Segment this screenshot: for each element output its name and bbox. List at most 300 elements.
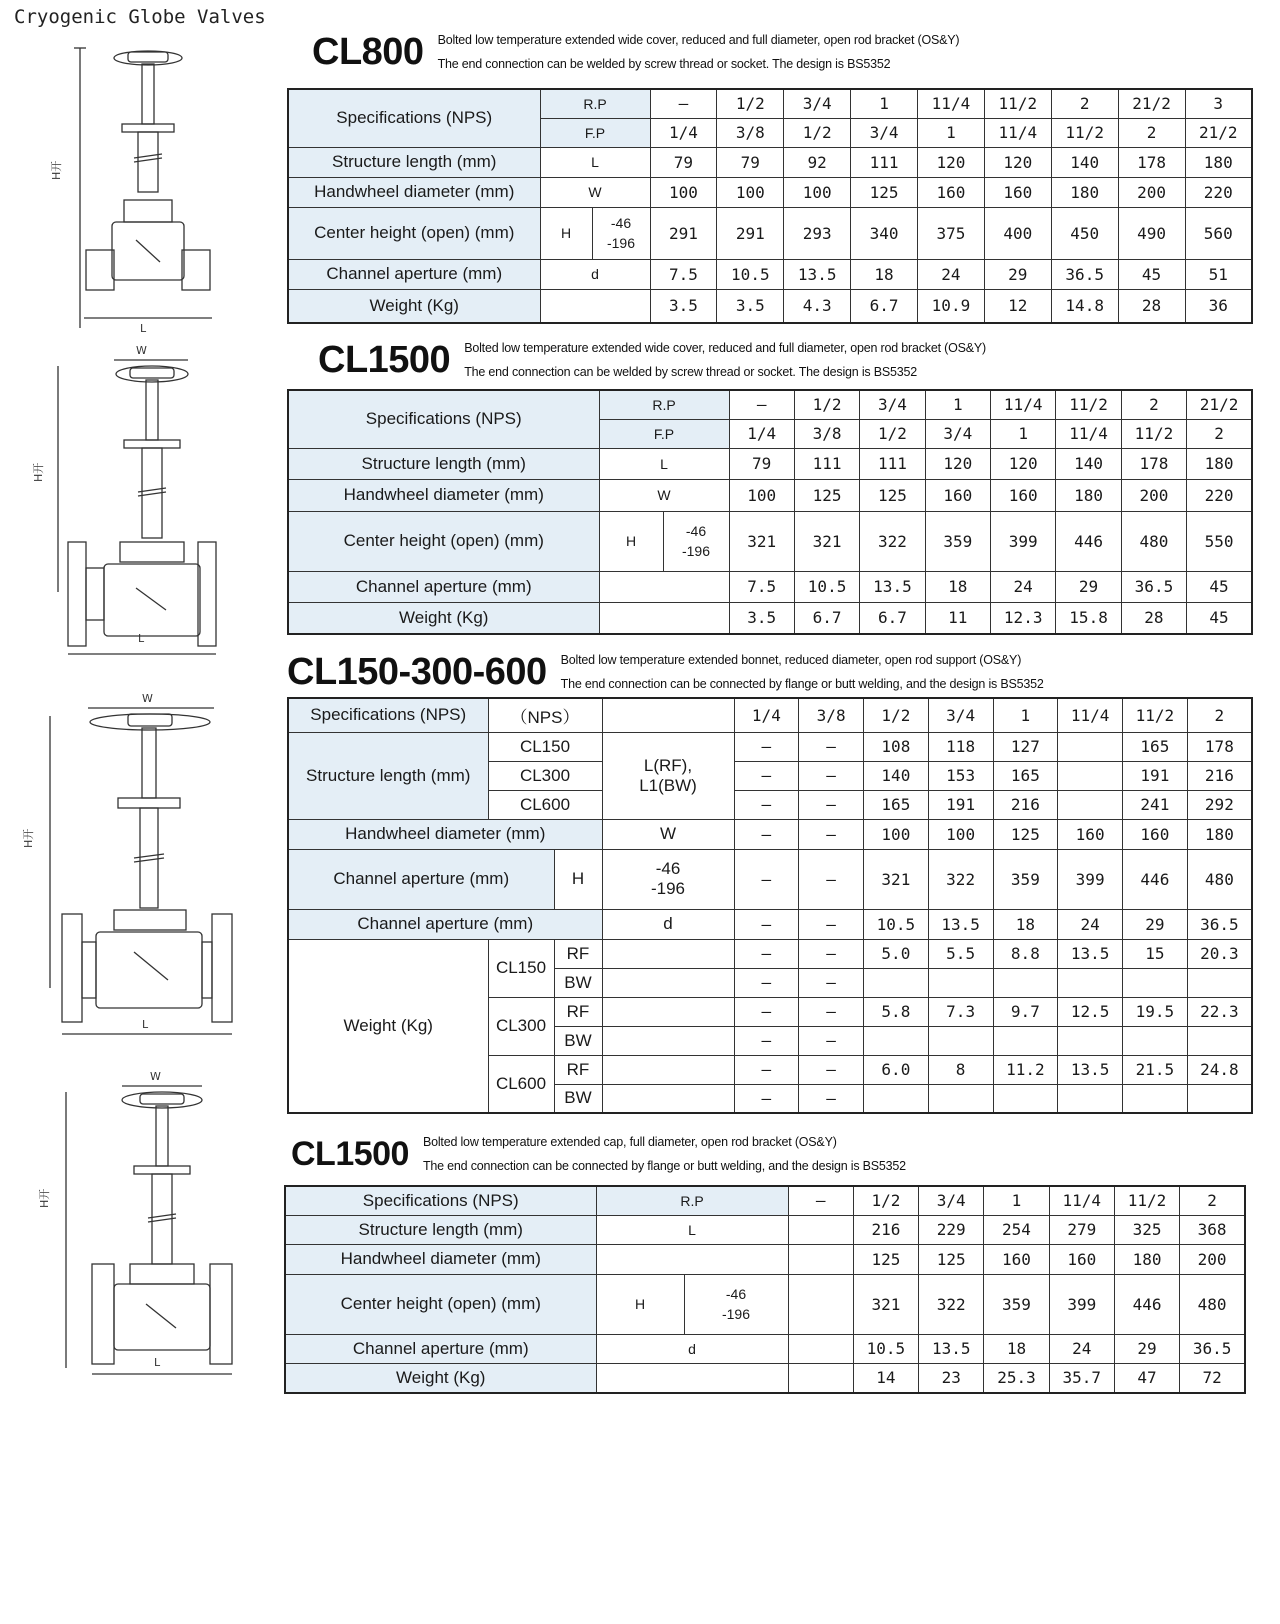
table-cell: 125 — [851, 177, 918, 207]
table-cell: 11/2 — [1121, 419, 1186, 448]
table-cell: 160 — [984, 177, 1051, 207]
table-cell: – — [799, 849, 864, 909]
table-cell — [788, 1274, 853, 1334]
table-cell: 3.5 — [650, 289, 717, 323]
table-cell — [788, 1244, 853, 1274]
temperature-range — [663, 511, 729, 571]
table-cell — [864, 1026, 929, 1055]
table-cell: 36.5 — [1121, 571, 1186, 602]
table-cell: 1/2 — [717, 89, 784, 118]
table-cell: 11/4 — [984, 118, 1051, 147]
table-cell: 9.7 — [993, 997, 1058, 1026]
dim-w-label: W — [136, 344, 147, 357]
table-cell: 165 — [1123, 732, 1188, 761]
table-cell: 2 — [1121, 390, 1186, 419]
table-cell: 200 — [1121, 479, 1186, 511]
description-line: Bolted low temperature extended wide cover, reduced and full diameter, open rod bracket (OS&Y) — [437, 33, 960, 47]
table-cell: 100 — [717, 177, 784, 207]
table-cell: – — [650, 89, 717, 118]
description-line: Bolted low temperature extended wide cover, reduced and full diameter, open rod bracket (OS&Y) — [464, 341, 986, 355]
table-cell: 5.0 — [864, 939, 929, 968]
table-cell: 322 — [928, 849, 993, 909]
dim-l-label-4: L — [154, 1356, 161, 1369]
table-cell: 18 — [993, 909, 1058, 939]
table-cell: – — [799, 761, 864, 790]
table-cell: – — [799, 939, 864, 968]
temp-value: -196 — [606, 235, 636, 251]
table-cell — [1058, 761, 1123, 790]
temperature-range — [684, 1274, 788, 1334]
row-symbol: H — [599, 511, 663, 571]
table-cell: 322 — [860, 511, 925, 571]
table-cell — [993, 1084, 1058, 1113]
table-cell: 1 — [993, 698, 1058, 732]
row-symbol: H — [540, 207, 592, 259]
table-cell: 160 — [918, 177, 985, 207]
table-cell: 11/2 — [1051, 118, 1118, 147]
row-symbol: d — [540, 259, 650, 289]
table-cell — [540, 289, 650, 323]
end-type: BW — [554, 1026, 602, 1055]
description-line: Bolted low temperature extended bonnet, reduced diameter, open rod support (OS&Y) — [560, 653, 1022, 667]
end-type: BW — [554, 968, 602, 997]
table-cell: 15.8 — [1056, 602, 1121, 634]
row-label: Weight (Kg) — [288, 289, 540, 323]
class-label: CL600 — [488, 790, 602, 819]
table-cell: — — [734, 997, 799, 1026]
valve-drawing-flanged-3 — [38, 1068, 252, 1388]
table-cell: 125 — [860, 479, 925, 511]
spec-table-cl1500-flanged — [284, 1185, 1246, 1394]
table-cell: 291 — [650, 207, 717, 259]
dim-w-label-4: W — [150, 1070, 161, 1083]
nps-label: （NPS） — [488, 698, 602, 732]
dim-h-label: H开 — [50, 160, 63, 180]
table-cell — [788, 1215, 853, 1244]
table-cell — [602, 997, 734, 1026]
table-cell: 3/4 — [784, 89, 851, 118]
table-cell: – — [734, 1055, 799, 1084]
table-cell: – — [729, 390, 794, 419]
table-cell: 79 — [729, 448, 794, 479]
table-cell: 92 — [784, 147, 851, 177]
temp-value: -196 — [721, 1306, 751, 1322]
table-cell: 10.5 — [864, 909, 929, 939]
table-cell: 6.7 — [860, 602, 925, 634]
table-cell: 180 — [1185, 147, 1252, 177]
spec-table-cl150-300-600 — [287, 697, 1253, 1114]
table-cell — [1058, 732, 1123, 761]
table-cell — [1187, 1026, 1252, 1055]
row-label: Center height (open) (mm) — [288, 207, 540, 259]
table-cell: 1 — [918, 118, 985, 147]
table-cell: 140 — [1056, 448, 1121, 479]
table-cell: 18 — [851, 259, 918, 289]
table-cell: 2 — [1051, 89, 1118, 118]
table-cell: 1/2 — [860, 419, 925, 448]
spec-table-cl800 — [287, 88, 1253, 324]
end-type: BW — [554, 1084, 602, 1113]
table-cell: 446 — [1123, 849, 1188, 909]
table-cell: 3.5 — [717, 289, 784, 323]
table-cell: 19.5 — [1123, 997, 1188, 1026]
table-cell: 7.3 — [928, 997, 993, 1026]
row-label: Structure length (mm) — [285, 1215, 596, 1244]
table-cell: 15 — [1123, 939, 1188, 968]
table-cell: 10.5 — [794, 571, 859, 602]
table-cell: 480 — [1180, 1274, 1245, 1334]
table-cell: – — [734, 968, 799, 997]
row-label: Weight (Kg) — [285, 1363, 596, 1393]
table-cell: 359 — [984, 1274, 1049, 1334]
table-cell: 191 — [928, 790, 993, 819]
table-cell: 29 — [984, 259, 1051, 289]
spec-label: Specifications (NPS) — [288, 89, 540, 147]
table-cell: 446 — [1114, 1274, 1179, 1334]
table-cell: 1/4 — [729, 419, 794, 448]
dim-l-label-3: L — [142, 1018, 149, 1031]
table-cell: 108 — [864, 732, 929, 761]
table-cell: 293 — [784, 207, 851, 259]
fp-label: F.P — [599, 419, 729, 448]
row-label: Channel aperture (mm) — [288, 259, 540, 289]
dim-w-label-3: W — [142, 692, 153, 705]
spec-label: Specifications (NPS) — [288, 390, 599, 448]
class-label: CL600 — [488, 1055, 554, 1113]
table-cell: 12.5 — [1058, 997, 1123, 1026]
table-cell: 125 — [853, 1244, 918, 1274]
table-cell: 45 — [1187, 571, 1252, 602]
table-cell: 13.5 — [928, 909, 993, 939]
table-cell: – — [799, 968, 864, 997]
table-cell: 321 — [729, 511, 794, 571]
temperature-range — [602, 849, 734, 909]
table-cell: 23 — [919, 1363, 984, 1393]
row-label: Structure length (mm) — [288, 732, 488, 819]
table-cell: 178 — [1121, 448, 1186, 479]
table-cell: 45 — [1118, 259, 1185, 289]
table-cell: 3/4 — [928, 698, 993, 732]
table-cell: 191 — [1123, 761, 1188, 790]
row-label: Channel aperture (mm) — [285, 1334, 596, 1363]
row-label: Structure length (mm) — [288, 147, 540, 177]
table-cell: 375 — [918, 207, 985, 259]
table-cell: 120 — [991, 448, 1056, 479]
table-cell: 28 — [1121, 602, 1186, 634]
row-label: Handwheel diameter (mm) — [285, 1244, 596, 1274]
table-cell: 450 — [1051, 207, 1118, 259]
spec-label: Specifications (NPS) — [288, 698, 488, 732]
table-cell: 216 — [993, 790, 1058, 819]
table-cell: – — [734, 939, 799, 968]
table-cell: 24 — [991, 571, 1056, 602]
table-cell: 1 — [925, 390, 990, 419]
table-cell: 359 — [993, 849, 1058, 909]
table-cell: 14.8 — [1051, 289, 1118, 323]
table-cell: 200 — [1118, 177, 1185, 207]
description-line: The end connection can be welded by screw thread or socket. The design is BS5352 — [437, 57, 891, 71]
table-cell — [1058, 1084, 1123, 1113]
table-cell: 1/2 — [853, 1186, 918, 1215]
table-cell: 480 — [1121, 511, 1186, 571]
table-cell: 111 — [851, 147, 918, 177]
table-cell: 100 — [784, 177, 851, 207]
table-cell: 120 — [925, 448, 990, 479]
table-cell: 291 — [717, 207, 784, 259]
table-cell: 13.5 — [919, 1334, 984, 1363]
dim-h-label-2: H开 — [32, 462, 45, 482]
table-cell: 399 — [1049, 1274, 1114, 1334]
table-cell: 79 — [717, 147, 784, 177]
table-cell: 178 — [1118, 147, 1185, 177]
table-cell: 1 — [984, 1186, 1049, 1215]
table-cell: 4.3 — [784, 289, 851, 323]
table-cell: – — [799, 909, 864, 939]
table-cell: 111 — [794, 448, 859, 479]
table-cell — [1058, 968, 1123, 997]
table-cell — [599, 602, 729, 634]
description-line: The end connection can be welded by screw thread or socket. The design is BS5352 — [464, 365, 918, 379]
table-cell: 10.9 — [918, 289, 985, 323]
model-title: CL800 — [312, 30, 424, 73]
table-cell: 21/2 — [1118, 89, 1185, 118]
table-cell: 160 — [925, 479, 990, 511]
table-cell: 3 — [1185, 89, 1252, 118]
table-cell: 321 — [853, 1274, 918, 1334]
table-cell — [788, 1363, 853, 1393]
table-cell: 12.3 — [991, 602, 1056, 634]
row-symbol: d — [602, 909, 734, 939]
table-cell — [602, 939, 734, 968]
temp-value: -46 — [725, 1286, 747, 1302]
table-cell — [596, 1363, 788, 1393]
table-cell: 11/2 — [1114, 1186, 1179, 1215]
table-cell: 35.7 — [1049, 1363, 1114, 1393]
table-cell: 36.5 — [1187, 909, 1252, 939]
table-cell: 321 — [794, 511, 859, 571]
table-cell: – — [734, 909, 799, 939]
row-label: Center height (open) (mm) — [288, 511, 599, 571]
table-cell — [602, 1055, 734, 1084]
valve-drawing-threaded — [50, 40, 218, 335]
table-cell — [788, 1334, 853, 1363]
row-label: Channel aperture (mm) — [288, 571, 599, 602]
table-cell: – — [734, 1084, 799, 1113]
table-cell: 11/4 — [1049, 1186, 1114, 1215]
table-cell: 111 — [860, 448, 925, 479]
table-cell: 6.7 — [851, 289, 918, 323]
table-cell — [928, 968, 993, 997]
table-cell: 100 — [928, 819, 993, 849]
table-cell: – — [799, 732, 864, 761]
class-label: CL300 — [488, 997, 554, 1055]
table-cell: 6.0 — [864, 1055, 929, 1084]
table-cell: 24.8 — [1187, 1055, 1252, 1084]
table-cell: 79 — [650, 147, 717, 177]
table-cell — [864, 968, 929, 997]
table-cell: 51 — [1185, 259, 1252, 289]
table-cell: 180 — [1114, 1244, 1179, 1274]
table-cell: 13.5 — [784, 259, 851, 289]
table-cell: 160 — [984, 1244, 1049, 1274]
table-cell: 3/8 — [794, 419, 859, 448]
table-cell: 120 — [984, 147, 1051, 177]
table-cell: 490 — [1118, 207, 1185, 259]
table-cell: – — [799, 1084, 864, 1113]
table-cell — [602, 1026, 734, 1055]
table-cell: 2 — [1187, 419, 1252, 448]
table-cell: 29 — [1123, 909, 1188, 939]
table-cell: 18 — [925, 571, 990, 602]
table-cell: 140 — [864, 761, 929, 790]
dim-h-label-4: H开 — [38, 1188, 51, 1208]
table-cell: 7.5 — [650, 259, 717, 289]
row-label: Weight (Kg) — [288, 939, 488, 1113]
table-cell: 11/4 — [1056, 419, 1121, 448]
class-label: CL300 — [488, 761, 602, 790]
table-cell: 160 — [991, 479, 1056, 511]
rp-label: R.P — [596, 1186, 788, 1215]
table-cell: 100 — [729, 479, 794, 511]
table-cell: 21/2 — [1185, 118, 1252, 147]
table-cell: 180 — [1051, 177, 1118, 207]
table-cell: 10.5 — [717, 259, 784, 289]
table-cell: 480 — [1187, 849, 1252, 909]
table-cell: 125 — [794, 479, 859, 511]
table-cell: 180 — [1187, 819, 1252, 849]
table-cell: 13.5 — [1058, 1055, 1123, 1084]
table-cell: 29 — [1056, 571, 1121, 602]
temp-value: -46 — [610, 215, 632, 231]
temp-value: -46 — [655, 859, 681, 878]
table-cell: – — [734, 761, 799, 790]
table-cell: 165 — [864, 790, 929, 819]
table-cell: 325 — [1114, 1215, 1179, 1244]
row-symbol: W — [602, 819, 734, 849]
description-line: The end connection can be connected by flange or butt welding, and the design is BS5352 — [422, 1159, 906, 1173]
table-cell: 3/4 — [860, 390, 925, 419]
description-line: Bolted low temperature extended cap, full diameter, open rod bracket (OS&Y) — [422, 1135, 837, 1149]
table-cell: 47 — [1114, 1363, 1179, 1393]
table-cell: 24 — [918, 259, 985, 289]
table-cell: 1/4 — [734, 698, 799, 732]
dim-h-label-3: H开 — [22, 828, 35, 848]
dim-l-label: L — [140, 322, 147, 335]
table-cell: 14 — [853, 1363, 918, 1393]
row-symbol — [602, 732, 734, 819]
row-symbol: d — [596, 1334, 788, 1363]
table-cell: 24 — [1049, 1334, 1114, 1363]
row-symbol: L — [599, 448, 729, 479]
fp-label: F.P — [540, 118, 650, 147]
table-cell — [1123, 1084, 1188, 1113]
table-cell — [928, 1026, 993, 1055]
end-type: RF — [554, 939, 602, 968]
section-cl1500-header — [318, 336, 986, 384]
row-symbol: W — [540, 177, 650, 207]
table-cell: 1/2 — [864, 698, 929, 732]
table-cell: 11/2 — [984, 89, 1051, 118]
table-cell: 200 — [1180, 1244, 1245, 1274]
section-cl800-header — [312, 28, 959, 76]
spec-label: Specifications (NPS) — [285, 1186, 596, 1215]
row-label: Structure length (mm) — [288, 448, 599, 479]
table-cell: 180 — [1056, 479, 1121, 511]
table-cell: 22.3 — [1187, 997, 1252, 1026]
table-cell: 322 — [919, 1274, 984, 1334]
table-cell: 25.3 — [984, 1363, 1049, 1393]
row-label: Channel aperture (mm) — [288, 909, 602, 939]
table-cell: 399 — [1058, 849, 1123, 909]
table-cell: 3/4 — [925, 419, 990, 448]
table-cell — [602, 698, 734, 732]
page-title: Cryogenic Globe Valves — [14, 6, 266, 28]
rp-label: R.P — [540, 89, 650, 118]
table-cell: 11/4 — [991, 390, 1056, 419]
table-cell: 1 — [851, 89, 918, 118]
table-cell: 24 — [1058, 909, 1123, 939]
table-cell: 368 — [1180, 1215, 1245, 1244]
table-cell: 165 — [993, 761, 1058, 790]
table-cell: 2 — [1180, 1186, 1245, 1215]
row-symbol: L — [540, 147, 650, 177]
table-cell: 8.8 — [993, 939, 1058, 968]
table-cell — [864, 1084, 929, 1113]
temp-value: -46 — [685, 523, 707, 539]
table-cell: 279 — [1049, 1215, 1114, 1244]
table-cell: 359 — [925, 511, 990, 571]
dim-l-label-2: L — [138, 632, 145, 645]
table-cell: 20.3 — [1187, 939, 1252, 968]
table-cell: 18 — [984, 1334, 1049, 1363]
table-cell: 399 — [991, 511, 1056, 571]
table-cell: 254 — [984, 1215, 1049, 1244]
table-cell: 1/2 — [794, 390, 859, 419]
table-cell: 8 — [928, 1055, 993, 1084]
row-label: Channel aperture (mm) — [288, 849, 554, 909]
table-cell: – — [799, 1026, 864, 1055]
table-cell — [1123, 1026, 1188, 1055]
table-cell: 29 — [1114, 1334, 1179, 1363]
table-cell: – — [799, 997, 864, 1026]
rp-label: R.P — [599, 390, 729, 419]
table-cell: 216 — [1187, 761, 1252, 790]
table-cell — [993, 968, 1058, 997]
table-cell: 7.5 — [729, 571, 794, 602]
table-cell: – — [799, 1055, 864, 1084]
section-cl150-300-600-header — [287, 648, 1044, 696]
row-symbol: W — [599, 479, 729, 511]
row-label: Weight (Kg) — [288, 602, 599, 634]
table-cell: 1 — [991, 419, 1056, 448]
table-cell: 178 — [1187, 732, 1252, 761]
row-label: Handwheel diameter (mm) — [288, 177, 540, 207]
spec-table-cl1500 — [287, 389, 1253, 635]
table-cell: 140 — [1051, 147, 1118, 177]
temp-value: -196 — [650, 879, 686, 898]
model-title: CL1500 — [291, 1134, 409, 1173]
table-cell: 153 — [928, 761, 993, 790]
table-cell: 36.5 — [1180, 1334, 1245, 1363]
temperature-range — [592, 207, 650, 259]
table-cell: 10.5 — [853, 1334, 918, 1363]
table-cell: 446 — [1056, 511, 1121, 571]
row-label: Handwheel diameter (mm) — [288, 819, 602, 849]
table-cell: 321 — [864, 849, 929, 909]
table-cell: – — [734, 819, 799, 849]
table-cell: 45 — [1187, 602, 1252, 634]
table-cell — [596, 1244, 788, 1274]
